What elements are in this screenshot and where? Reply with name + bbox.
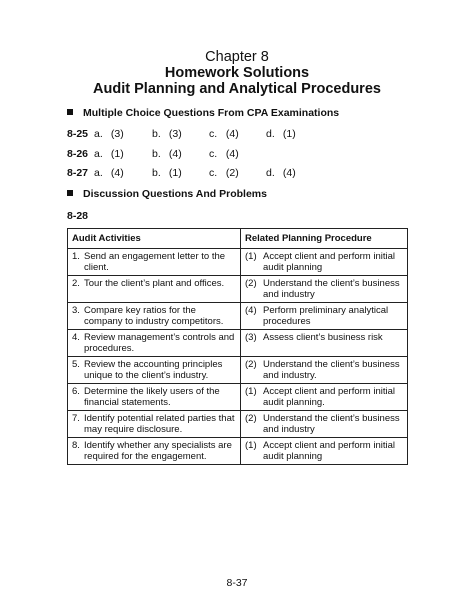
answer-letter: b.	[152, 128, 161, 140]
procedure-text: Assess client’s business risk	[263, 332, 383, 343]
table-row	[68, 438, 408, 465]
activity-number: 4.	[72, 332, 80, 343]
activity-number: 5.	[72, 359, 80, 370]
activity-text: Compare key ratios for the company to industry competitors.	[84, 305, 224, 327]
activity-text: Review the accounting principles unique to the client’s industry.	[84, 359, 223, 381]
table-row	[68, 249, 408, 276]
answer-choice	[152, 128, 182, 140]
procedure-number: (1)	[245, 440, 257, 451]
procedure-number: (1)	[245, 251, 257, 262]
planning-procedure-cell	[241, 357, 408, 384]
activity-text: Tour the client’s plant and offices.	[84, 278, 225, 289]
procedure-number: (2)	[245, 359, 257, 370]
answer-choice	[152, 148, 182, 160]
table-row	[68, 330, 408, 357]
audit-activities-table	[67, 228, 408, 465]
table-row	[68, 384, 408, 411]
audit-activity-cell	[68, 438, 241, 465]
activity-text: Review management’s controls and procedures.	[84, 332, 235, 354]
question-number: 8-27	[67, 167, 89, 179]
activity-number: 1.	[72, 251, 80, 262]
procedure-number: (3)	[245, 332, 257, 343]
planning-procedure-cell	[241, 330, 408, 357]
answer-value: (1)	[168, 167, 182, 179]
discussion-heading-text: Discussion Questions And Problems	[83, 188, 267, 200]
table-header-row	[68, 229, 408, 249]
audit-activity-cell	[68, 411, 241, 438]
planning-procedure-cell	[241, 438, 408, 465]
header-audit-activities: Audit Activities	[68, 229, 241, 249]
procedure-text: Understand the client’s business and industry.	[263, 359, 400, 381]
answer-value: (4)	[225, 128, 239, 140]
procedure-text: Accept client and perform initial audit planning	[263, 251, 396, 273]
answer-choice	[209, 148, 239, 160]
question-number: 8-26	[67, 148, 89, 160]
activity-number: 7.	[72, 413, 80, 424]
activity-text: Identify whether any specialists are required for the engagement.	[84, 440, 232, 462]
audit-activity-cell	[68, 357, 241, 384]
procedure-number: (2)	[245, 278, 257, 289]
activity-number: 2.	[72, 278, 80, 289]
procedure-text: Accept client and perform initial audit planning	[263, 440, 396, 462]
answer-letter: d.	[266, 167, 275, 179]
discussion-section-heading	[67, 188, 267, 200]
mc-heading-text: Multiple Choice Questions From CPA Examinations	[83, 107, 340, 119]
answer-value: (3)	[110, 128, 124, 140]
mc-section-heading	[67, 107, 339, 119]
table-row	[68, 303, 408, 330]
activity-number: 3.	[72, 305, 80, 316]
mc-row	[67, 167, 427, 179]
audit-activity-cell	[68, 384, 241, 411]
planning-procedure-cell	[241, 276, 408, 303]
answer-choice	[266, 167, 296, 179]
procedure-text: Understand the client’s business and industry	[263, 413, 400, 435]
answer-value: (4)	[110, 167, 124, 179]
table-row	[68, 276, 408, 303]
procedure-text: Accept client and perform initial audit planning.	[263, 386, 396, 408]
activity-text: Send an engagement letter to the client.	[84, 251, 226, 273]
question-number: 8-25	[67, 128, 89, 140]
answer-value: (2)	[225, 167, 239, 179]
procedure-number: (1)	[245, 386, 257, 397]
problem-label: 8-28	[67, 210, 89, 222]
answer-letter: a.	[94, 167, 103, 179]
answer-choice	[94, 148, 124, 160]
planning-procedure-cell	[241, 303, 408, 330]
chapter-title: Audit Planning and Analytical Procedures	[93, 81, 381, 97]
answer-choice	[209, 167, 239, 179]
procedure-text: Understand the client’s business and industry	[263, 278, 400, 300]
activity-number: 8.	[72, 440, 80, 451]
activity-text: Determine the likely users of the financial statements.	[84, 386, 220, 408]
answer-value: (4)	[282, 167, 296, 179]
answer-choice	[94, 128, 124, 140]
procedure-text: Perform preliminary analytical procedures	[263, 305, 389, 327]
answer-choice	[94, 167, 124, 179]
audit-activity-cell	[68, 276, 241, 303]
square-bullet-icon	[67, 109, 73, 115]
table-row	[68, 411, 408, 438]
chapter-heading: Chapter 8	[205, 49, 269, 65]
answer-letter: a.	[94, 148, 103, 160]
audit-activity-cell	[68, 330, 241, 357]
audit-activity-cell	[68, 303, 241, 330]
answer-choice	[152, 167, 182, 179]
activity-number: 6.	[72, 386, 80, 397]
planning-procedure-cell	[241, 411, 408, 438]
answer-letter: a.	[94, 128, 103, 140]
audit-activity-cell	[68, 249, 241, 276]
mc-row	[67, 128, 427, 140]
answer-letter: d.	[266, 128, 275, 140]
mc-row	[67, 148, 427, 160]
answer-choice	[266, 128, 296, 140]
answer-letter: c.	[209, 148, 218, 160]
procedure-number: (2)	[245, 413, 257, 424]
header-related-planning-procedure: Related Planning Procedure	[241, 229, 408, 249]
answer-choice	[209, 128, 239, 140]
answer-value: (4)	[225, 148, 239, 160]
answer-letter: c.	[209, 128, 218, 140]
planning-procedure-cell	[241, 249, 408, 276]
answer-letter: b.	[152, 148, 161, 160]
planning-procedure-cell	[241, 384, 408, 411]
answer-value: (3)	[168, 128, 182, 140]
procedure-number: (4)	[245, 305, 257, 316]
homework-subtitle: Homework Solutions	[164, 65, 310, 81]
answer-letter: c.	[209, 167, 218, 179]
activity-text: Identify potential related parties that may require disclosure.	[84, 413, 235, 435]
title-block	[0, 49, 474, 97]
square-bullet-icon	[67, 190, 73, 196]
answer-value: (1)	[110, 148, 124, 160]
answer-letter: b.	[152, 167, 161, 179]
page-number: 8-37	[226, 577, 248, 589]
answer-value: (1)	[282, 128, 296, 140]
table-row	[68, 357, 408, 384]
answer-value: (4)	[168, 148, 182, 160]
